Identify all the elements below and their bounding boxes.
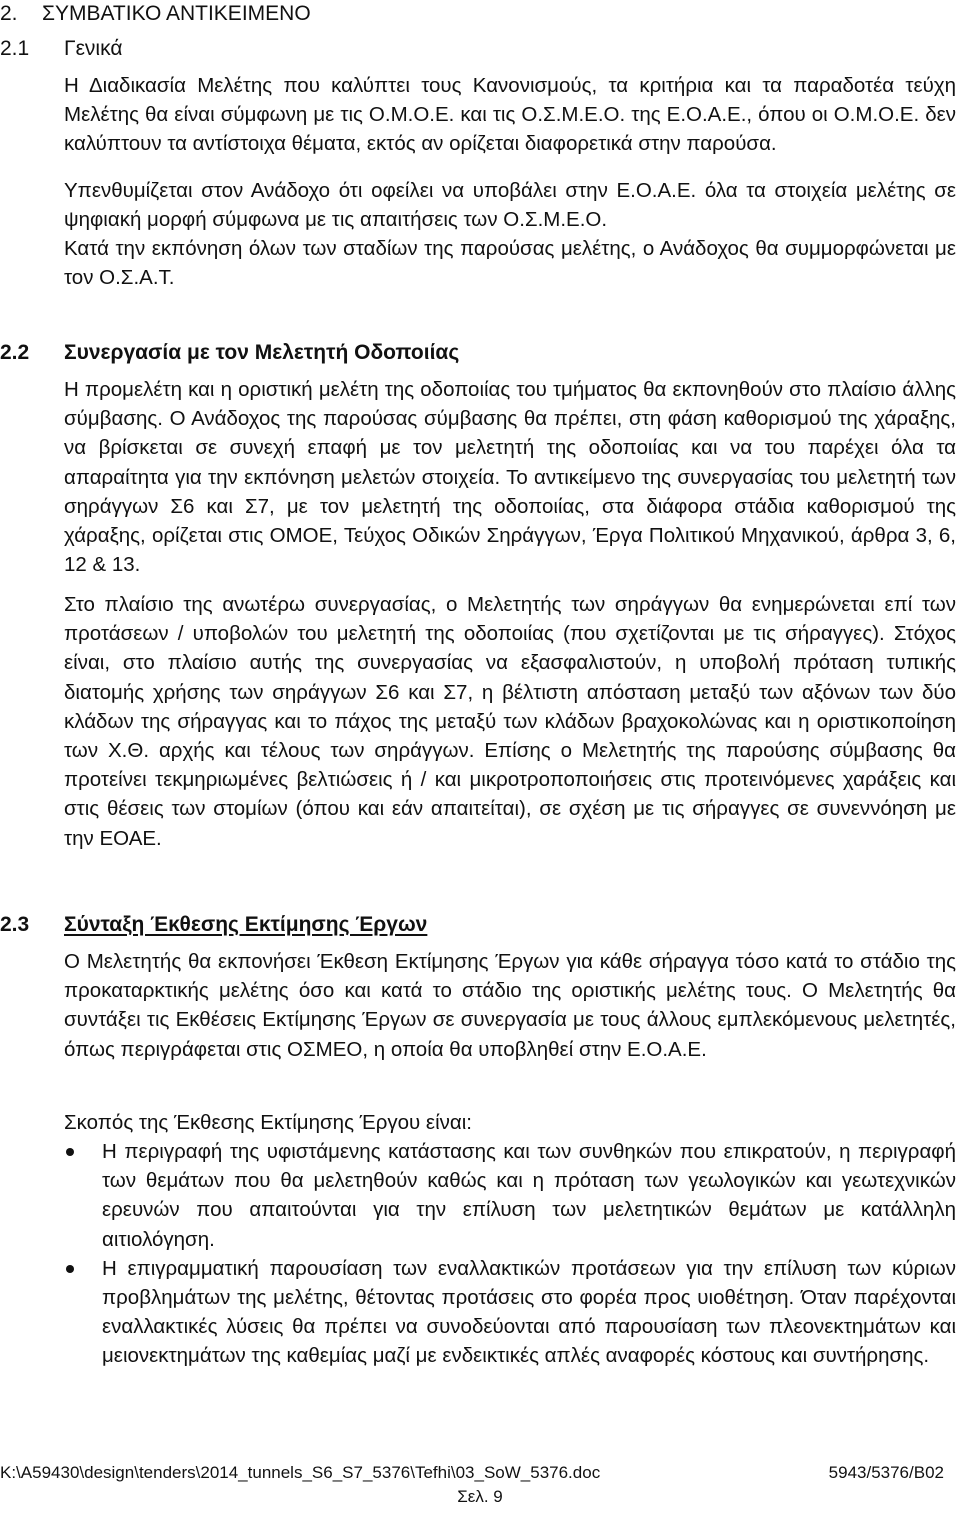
footer-file-path: K:\A59430\design\tenders\2014_tunnels_S6_S7_5376\Tefhi\03_SoW_5376.doc (0, 1463, 601, 1482)
paragraph: Κατά την εκπόνηση όλων των σταδίων της παρούσας μελέτης, ο Ανάδοχος θα συμμορφώνεται με τον Ο.Σ.Α.Τ. (64, 237, 956, 290)
list-item-text: Η επιγραμματική παρουσίαση των εναλλακτικών προτάσεων για την επίλυση των κύριων προβλημάτων της μελέτης, θέτοντας προτάσεις στο φορέα προς υιοθέτηση. Όταν παρέχονται εναλλακτικές λύσεις θα πρέπει να συνοδεύονται από παρουσίαση των πλεονεκτημάτων και μειονεκτημάτων της καθεμίας μαζί με ενδεικτικές απλές αναφορές κόστους και συντήρησης. (102, 1256, 956, 1368)
paragraph: Υπενθυμίζεται στον Ανάδοχο ότι οφείλει να υποβάλει στην Ε.Ο.Α.Ε. όλα τα στοιχεία μελέτης σε ψηφιακή μορφή σύμφωνα με τις απαιτήσεις των Ο.Σ.Μ.Ε.Ο. (64, 179, 956, 232)
subsection-heading-2-1 (0, 36, 122, 62)
list-item (64, 1137, 956, 1254)
section-heading-2 (0, 1, 311, 27)
paragraph: Σκοπός της Έκθεσης Εκτίμησης Έργου είναι: (64, 1111, 472, 1134)
section-number: 2. (0, 2, 18, 25)
footer-reference: 5943/5376/B02 (828, 1463, 944, 1482)
bullet-icon (66, 1265, 74, 1273)
subsection-heading-2-2 (0, 340, 459, 366)
paragraph: Η Διαδικασία Μελέτης που καλύπτει τους Κανονισμούς, τα κριτήρια και τα παραδοτέα τεύχη Μελέτης θα είναι σύμφωνη με τις Ο.Μ.Ο.Ε. και τις Ο.Σ.Μ.Ε.Ο. της Ε.Ο.Α.Ε., όπου οι Ο.Μ.Ο.Ε. δεν καλύπτουν τα αντίστοιχα θέματα, εκτός αν ορίζεται διαφορετικά στην παρούσα. (64, 74, 956, 156)
subsection-heading-2-3 (0, 912, 427, 938)
subsection-title: Γενικά (64, 37, 123, 60)
subsection-number: 2.2 (0, 341, 30, 364)
paragraph: Ο Μελετητής θα εκπονήσει Έκθεση Εκτίμησης Έργων για κάθε σήραγγα τόσο κατά το στάδιο της προκαταρκτικής μελέτης όσο και κατά το στάδιο της οριστικής μελέτης τους. Ο Μελετητής θα συντάξει τις Εκθέσεις Εκτίμησης Έργων σε συνεργασία με τους άλλους εμπλεκόμενους μελετητές, όπως περιγράφεται στις ΟΣΜΕΟ, η οποία θα υποβληθεί στην Ε.Ο.Α.Ε. (64, 950, 956, 1061)
list-item-text: Η περιγραφή της υφιστάμενης κατάστασης και των συνθηκών που επικρατούν, η περιγραφή των θεμάτων που θα μελετηθούν καθώς και η πρόταση των γεωλογικών και γεωτεχνικών ερευνών που απαιτούνται για την επίλυση των μελετητικών θεμάτων με κατάλληλη αιτιολόγηση. (102, 1140, 956, 1251)
paragraph: Στο πλαίσιο της ανωτέρω συνεργασίας, ο Μελετητής των σηράγγων θα ενημερώνεται επί των προτάσεων / υποβολών του μελετητή της οδοποιίας (που σχετίζονται με τις σήραγγες). Στόχος είναι, στο πλαίσιο αυτής της συνεργασίας να εξασφαλιστούν, η υποβολή πρόταση τυπικής διατομής χρήσης των σηράγγων Σ6 και Σ7, η βέλτιστη απόσταση μεταξύ των αξόνων των δύο κλάδων της σήραγγας και το πάχος της μεταξύ των κλάδων βραχοκολώνας και η οριστικοποίηση των Χ.Θ. αρχής και τέλους των σηράγγων. Επίσης ο Μελετητής της παρούσης σύμβασης θα προτείνει τεκμηριωμένες βελτιώσεις ή / και μικροτροποποιήσεις στις προτεινόμενες χαράξεις και στις θέσεις των στομίων (όπου και εάν απαιτείται), σε σχέση με τις σήραγγες σε συνεννόηση με την ΕΟΑΕ. (64, 593, 956, 850)
bullet-icon (66, 1148, 74, 1156)
section-title: ΣΥΜΒΑΤΙΚΟ ΑΝΤΙΚΕΙΜΕΝΟ (42, 2, 311, 25)
bullet-list (64, 1137, 956, 1371)
page-number: Σελ. 9 (457, 1487, 503, 1506)
subsection-title: Συνεργασία με τον Μελετητή Οδοποιίας (64, 341, 460, 364)
subsection-number: 2.1 (0, 37, 30, 60)
subsection-title: Σύνταξη Έκθεσης Εκτίμησης Έργων (64, 913, 428, 936)
subsection-number: 2.3 (0, 913, 30, 936)
paragraph: Η προμελέτη και η οριστική μελέτη της οδοποιίας του τμήματος θα εκπονηθούν στο πλαίσιο άλλης σύμβασης. Ο Ανάδοχος της παρούσας σύμβασης θα πρέπει, στη φάση καθορισμού της χάραξης, να βρίσκεται σε συνεχή επαφή με τον μελετητή της οδοποιίας και να του παρέχει όλα τα απαραίτητα για την εκπόνηση μελετών στοιχεία. Το αντικείμενο της συνεργασίας του μελετητή των σηράγγων Σ6 και Σ7, με τον μελετητή της οδοποιίας, στα διάφορα στάδια καθορισμού της χάραξης, ορίζεται στις ΟΜΟΕ, Τεύχος Οδικών Σηράγγων, Έργα Πολιτικού Μηχανικού, άρθρα 3, 6, 12 & 13. (64, 378, 956, 577)
list-item (64, 1254, 956, 1371)
